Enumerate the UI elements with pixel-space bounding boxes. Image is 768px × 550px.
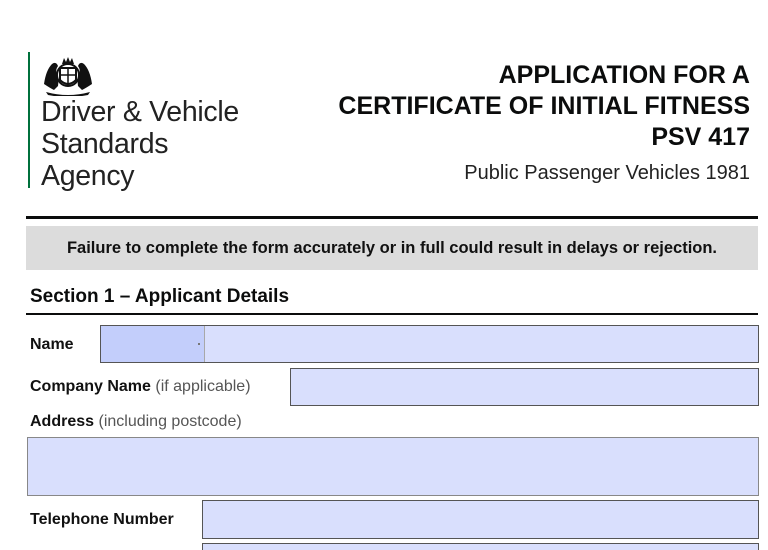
address-label <box>30 413 242 431</box>
organisation-name <box>41 96 239 192</box>
name-title-field[interactable] <box>101 326 205 362</box>
section-1-title: Section 1 – Applicant Details <box>30 286 290 307</box>
address-field[interactable] <box>27 437 759 496</box>
title-line-1: APPLICATION FOR A <box>498 61 750 89</box>
org-line-1: Driver & Vehicle <box>41 96 239 128</box>
org-line-2: Standards <box>41 128 169 160</box>
title-line-2: CERTIFICATE OF INITIAL FITNESS <box>338 92 750 120</box>
warning-text: Failure to complete the form accurately or in full could result in delays or rejection. <box>66 238 718 257</box>
telephone-field[interactable] <box>202 500 759 539</box>
address-hint: (including postcode) <box>98 413 242 430</box>
next-field[interactable] <box>202 543 759 550</box>
form-subtitle: Public Passenger Vehicles 1981 <box>464 162 750 184</box>
header-divider <box>26 216 758 219</box>
name-label-text: Name <box>30 336 74 353</box>
telephone-label-text: Telephone Number <box>30 511 174 528</box>
field-divider-mark <box>198 343 200 345</box>
dvsa-logo <box>28 52 240 192</box>
company-label-text: Company Name <box>30 378 151 395</box>
royal-coat-of-arms-icon <box>40 54 96 96</box>
section-divider <box>26 313 758 315</box>
company-hint: (if applicable) <box>155 378 251 395</box>
name-label <box>30 336 74 354</box>
form-title <box>338 60 750 153</box>
title-line-3: PSV 417 <box>651 123 750 151</box>
org-line-3: Agency <box>41 160 135 192</box>
warning-banner <box>26 226 758 270</box>
name-field[interactable] <box>100 325 759 363</box>
address-label-text: Address <box>30 413 95 430</box>
company-label <box>30 378 251 396</box>
company-name-field[interactable] <box>290 368 759 406</box>
logo-accent-bar <box>28 52 30 188</box>
telephone-label <box>30 511 174 529</box>
